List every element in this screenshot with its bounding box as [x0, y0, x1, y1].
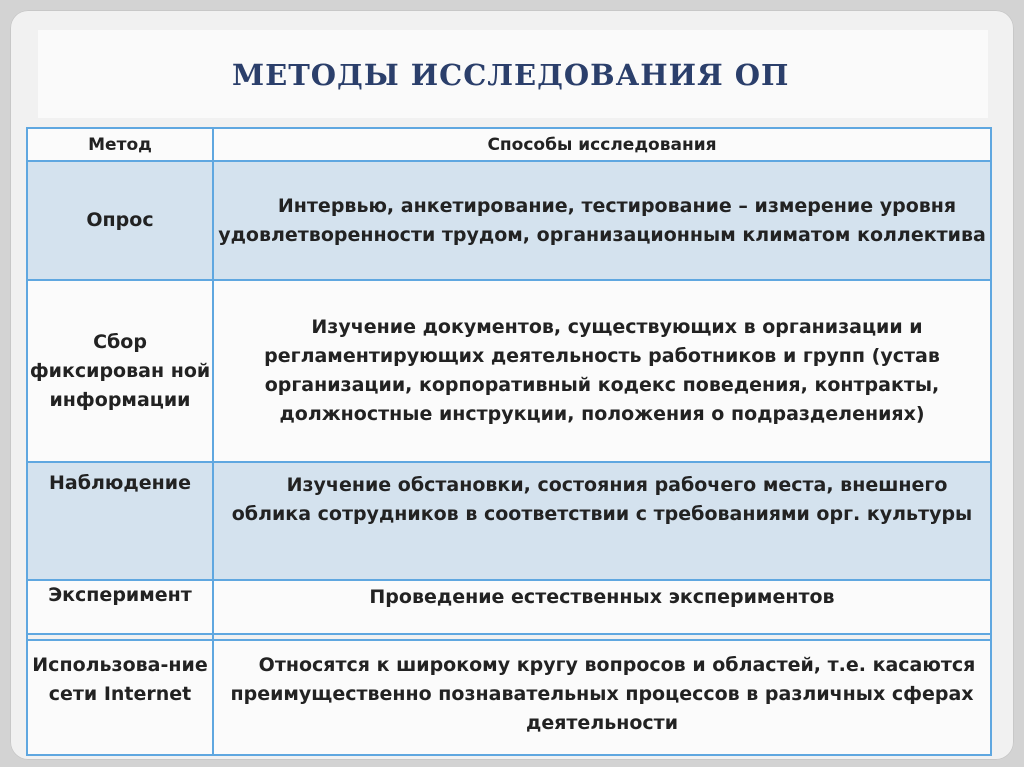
- column-header-ways: Способы исследования: [213, 128, 991, 161]
- methods-table: [26, 127, 992, 756]
- method-cell: Опрос: [27, 161, 213, 280]
- table-row: [27, 580, 991, 634]
- method-cell: Использова-ние сети Internet: [27, 640, 213, 755]
- table-row: [27, 280, 991, 462]
- table-header-row: [27, 128, 991, 161]
- description-cell: Изучение обстановки, состояния рабочего места, внешнего облика сотрудников в соответствии с требованиями орг. культуры: [213, 462, 991, 580]
- method-cell: Сбор фиксирован ной информации: [27, 280, 213, 462]
- table-row: [27, 462, 991, 580]
- table-row: [27, 640, 991, 755]
- description-cell: Относятся к широкому кругу вопросов и областей, т.е. касаются преимущественно познавательных процессов в различных сферах деятельности: [213, 640, 991, 755]
- description-cell: Интервью, анкетирование, тестирование – измерение уровня удовлетворенности трудом, организационным климатом коллектива: [213, 161, 991, 280]
- description-cell: Изучение документов, существующих в организации и регламентирующих деятельность работников и групп (устав организации, корпоративный кодекс поведения, контракты, должностные инструкции, положения о подразделениях): [213, 280, 991, 462]
- description-cell: Проведение естественных экспериментов: [213, 580, 991, 634]
- method-cell: Эксперимент: [27, 580, 213, 634]
- column-header-method: Метод: [27, 128, 213, 161]
- page-title: МЕТОДЫ ИССЛЕДОВАНИЯ ОП: [232, 58, 790, 92]
- method-cell: Наблюдение: [27, 462, 213, 580]
- table-row: [27, 161, 991, 280]
